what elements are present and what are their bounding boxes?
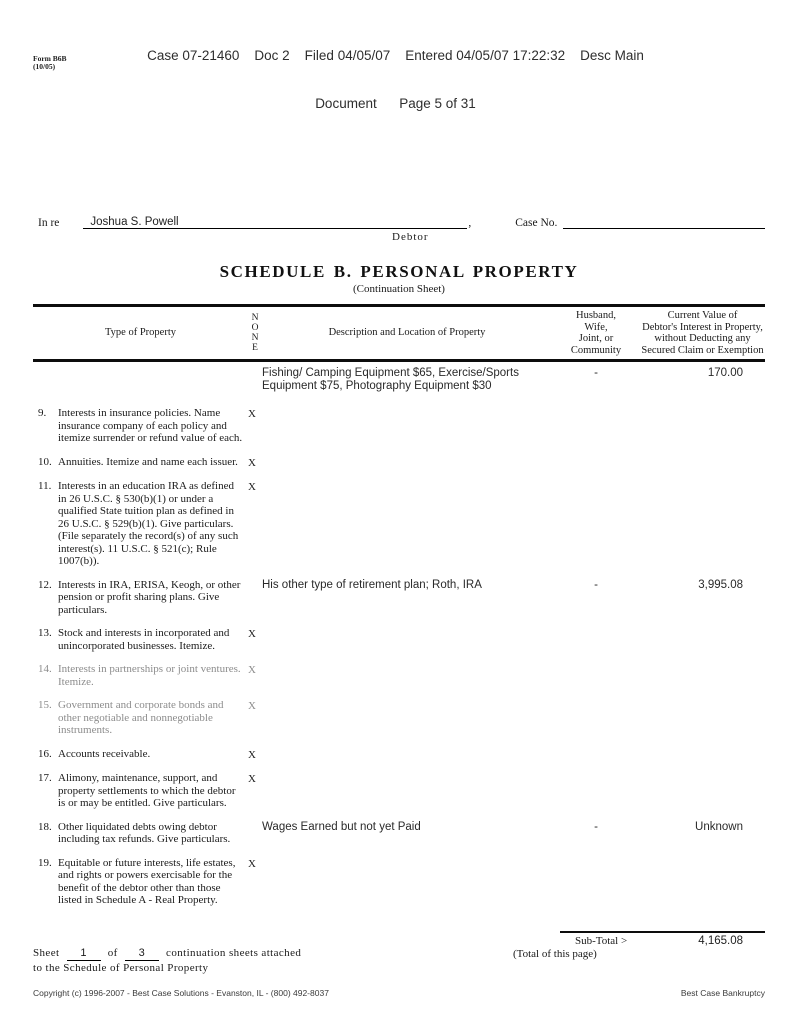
item-description (262, 699, 552, 737)
table-row-12 (33, 579, 765, 617)
col-header-value: Current Value of Debtor's Interest in Property, without Deducting any Secured Claim or Exemption (641, 310, 764, 356)
item-number: 18. (38, 820, 52, 833)
subtotal-value: 4,165.08 (698, 934, 743, 947)
item-type: Interests in an education IRA as defined in 26 U.S.C. § 530(b)(1) or under a qualified State tuition plan as defined in 26 U.S.C. § 529(b)(1). Give particulars. (File separately the record(s) of any such interest(s). 11 U.S.C. § 521(c); Rule 1007(b)). (58, 480, 239, 567)
item-value (640, 699, 765, 737)
item-number: 12. (38, 578, 52, 591)
col-header-description: Description and Location of Property (328, 327, 486, 339)
none-mark: X (248, 773, 256, 785)
sheet-prefix: Sheet (33, 947, 60, 959)
hwjc-value (552, 772, 640, 810)
item-value (640, 748, 765, 762)
table-row-14 (33, 663, 765, 688)
item-number (33, 367, 58, 393)
hwjc-value: - (594, 578, 598, 591)
table-row-9 (33, 407, 765, 445)
col-header-type: Type of Property (105, 327, 176, 339)
none-mark: X (248, 748, 256, 761)
hwjc-value (552, 407, 640, 445)
hwjc-value (552, 857, 640, 907)
item-type: Stock and interests in incorporated and unincorporated businesses. Itemize. (58, 627, 230, 652)
footer-brand: Best Case Bankruptcy (680, 988, 765, 998)
item-description (262, 627, 552, 652)
item-number: 11. (38, 480, 52, 492)
col-header-hwjc: Husband, Wife, Joint, or Community (570, 310, 622, 356)
none-mark (248, 579, 262, 617)
case-no-label: Case No. (515, 217, 558, 229)
item-description: Wages Earned but not yet Paid (262, 820, 421, 833)
subtotal-caption: (Total of this page) (513, 947, 597, 960)
item-description (262, 772, 552, 810)
item-description (262, 480, 552, 568)
case-stamp-line1: Case 07-21460 Doc 2 Filed 04/05/07 Entered 04/05/07 17:22:32 Desc Main (147, 48, 644, 63)
page-title: SCHEDULE B. PERSONAL PROPERTY (219, 262, 579, 281)
item-type: Other liquidated debts owing debtor including tax refunds. Give particulars. (58, 820, 231, 845)
item-description: His other type of retirement plan; Roth, IRA (262, 578, 482, 591)
hwjc-value (552, 748, 640, 762)
item-number: 13. (38, 627, 52, 639)
item-number: 16. (38, 747, 52, 760)
table-row-11 (33, 480, 765, 568)
hwjc-value (552, 699, 640, 737)
item-number: 10. (38, 455, 52, 468)
table-row-continuation (33, 367, 765, 393)
sheet-current-number: 1 (67, 946, 101, 961)
table-row-18 (33, 821, 765, 846)
debtor-caption: Debtor (392, 231, 429, 243)
item-value (640, 857, 765, 907)
case-stamp-line2: Document Page 5 of 31 (315, 96, 476, 111)
hwjc-value (552, 456, 640, 470)
none-mark (248, 821, 262, 846)
none-letter: E (252, 343, 258, 353)
item-value (640, 456, 765, 470)
form-id (33, 55, 67, 71)
item-type: Alimony, maintenance, support, and property settlements to which the debtor is or may be entitled. Give particulars. (58, 772, 236, 809)
item-type: Annuities. Itemize and name each issuer. (58, 455, 238, 468)
sheet-suffix: continuation sheets attached (166, 947, 302, 959)
item-number: 15. (38, 699, 52, 711)
item-type: Interests in insurance policies. Name insurance company of each policy and itemize surrender or refund value of each. (58, 407, 243, 444)
hwjc-value (552, 627, 640, 652)
item-value: 170.00 (707, 367, 743, 379)
item-description (262, 407, 552, 445)
in-re-label: In re (38, 217, 60, 229)
schedule-b-table (33, 304, 765, 907)
item-description (262, 663, 552, 688)
item-value: 3,995.08 (698, 578, 743, 591)
table-row-19 (33, 857, 765, 907)
table-header (33, 304, 765, 362)
col-header-none (248, 313, 262, 353)
footer-copyright: Copyright (c) 1996-2007 - Best Case Solutions - Evanston, IL - (800) 492-8037 (33, 988, 329, 998)
item-type: Interests in partnerships or joint ventures. Itemize. (58, 663, 241, 688)
none-mark (248, 367, 262, 393)
debtor-name: Joshua S. Powell (90, 216, 179, 228)
item-description: Fishing/ Camping Equipment $65, Exercise/Sports Equipment $75, Photography Equipment $30 (262, 367, 519, 392)
item-value (640, 407, 765, 445)
sheet-info-line2: to the Schedule of Personal Property (33, 962, 209, 974)
item-type: Accounts receivable. (58, 747, 151, 760)
hwjc-value (552, 480, 640, 568)
form-number: Form B6B (33, 54, 67, 63)
debtor-name-field (83, 216, 467, 229)
table-row-15 (33, 699, 765, 737)
none-letter: N (251, 333, 259, 343)
none-letter: N (251, 313, 259, 323)
hwjc-value (552, 663, 640, 688)
page-subtitle: (Continuation Sheet) (353, 283, 445, 295)
table-row-17 (33, 772, 765, 810)
item-description (262, 456, 552, 470)
item-number: 14. (38, 663, 52, 675)
none-letter: O (251, 323, 259, 333)
subtotal-label: Sub-Total > (575, 934, 628, 947)
item-value: Unknown (695, 820, 743, 833)
item-type (58, 367, 243, 393)
none-mark: X (248, 664, 256, 676)
subtotal-row (560, 931, 765, 947)
form-revision: (10/05) (33, 62, 56, 71)
in-re-row (38, 212, 765, 229)
page-footer (33, 988, 765, 998)
item-type: Interests in IRA, ERISA, Keogh, or other pension or profit sharing plans. Give particulars. (58, 578, 241, 616)
case-stamp-header (0, 0, 791, 144)
sheet-total-number: 3 (125, 946, 159, 961)
none-mark: X (248, 700, 256, 712)
none-mark: X (248, 857, 256, 870)
item-description (262, 748, 552, 762)
none-mark: X (248, 481, 256, 493)
hwjc-value: - (594, 367, 598, 379)
none-mark: X (248, 628, 256, 640)
table-row-16 (33, 748, 765, 762)
table-body (33, 362, 765, 907)
item-type: Equitable or future interests, life estates, and rights or powers exercisable for the benefit of the debtor other than those listed in Schedule A - Real Property. (58, 856, 236, 906)
sheet-info-line1 (33, 946, 301, 961)
item-description (262, 857, 552, 907)
table-row-13 (33, 627, 765, 652)
table-row-10 (33, 456, 765, 470)
hwjc-value: - (594, 820, 598, 833)
item-value (640, 772, 765, 810)
debtor-line-comma: , (468, 217, 472, 229)
case-no-field (563, 214, 765, 229)
item-type: Government and corporate bonds and other negotiable and nonnegotiable instruments. (58, 699, 224, 736)
item-value (640, 663, 765, 688)
item-number: 17. (38, 772, 52, 784)
item-number: 9. (38, 407, 47, 419)
none-mark: X (248, 456, 256, 469)
none-mark: X (248, 408, 256, 420)
item-value (640, 480, 765, 568)
item-number: 19. (38, 856, 52, 869)
sheet-info (33, 946, 301, 975)
item-value (640, 627, 765, 652)
sheet-mid: of (107, 947, 118, 959)
